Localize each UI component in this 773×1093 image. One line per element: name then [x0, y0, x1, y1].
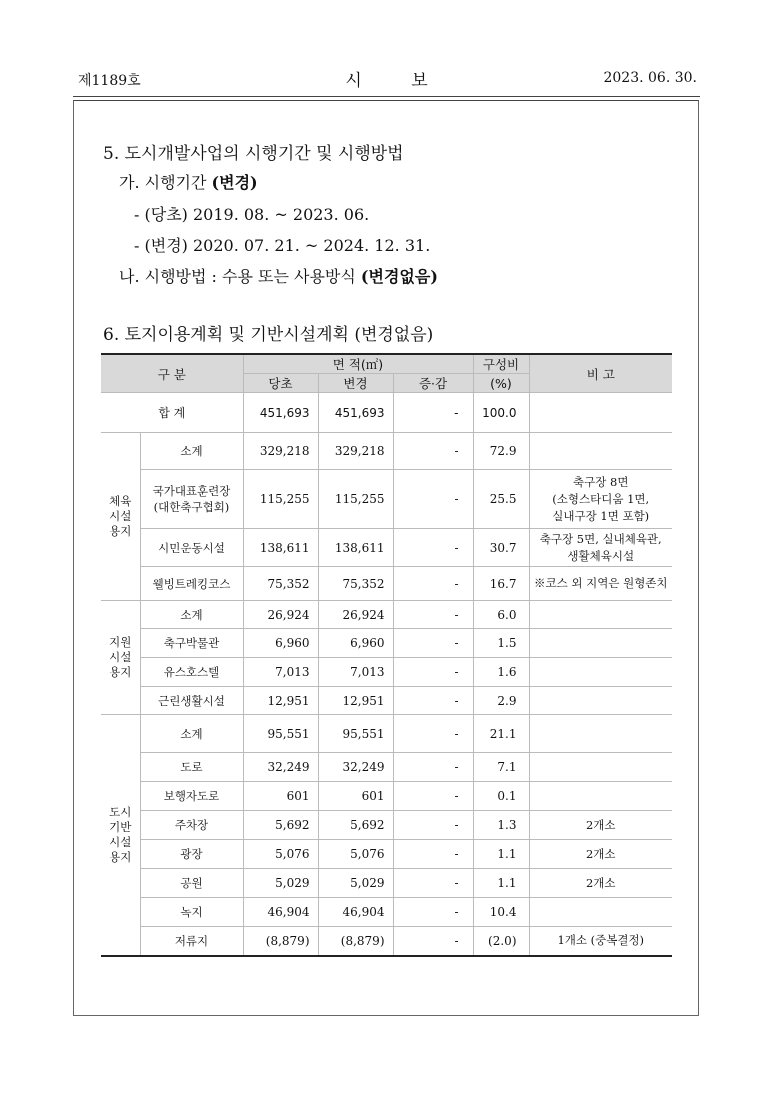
row-note: [529, 782, 672, 811]
row-delta: -: [393, 927, 473, 956]
total-delta: -: [393, 393, 473, 433]
total-ratio: 100.0: [473, 393, 529, 433]
row-name: 소계: [140, 715, 243, 753]
issue-number: 제1189호: [78, 73, 141, 89]
row-delta: -: [393, 869, 473, 898]
row-original: 32,249: [243, 753, 318, 782]
header-area: 면 적(㎡): [243, 354, 473, 374]
row-ratio: 1.6: [473, 658, 529, 687]
row-name: 국가대표훈련장 (대한축구협회): [140, 470, 243, 529]
row-name: 공원: [140, 869, 243, 898]
row-note: [529, 687, 672, 715]
row-note: 2개소: [529, 869, 672, 898]
table-row: [101, 601, 672, 629]
row-note: 1개소 (중복결정): [529, 927, 672, 956]
total-row: [101, 393, 672, 433]
header-ratio-unit: (%): [473, 374, 529, 393]
row-changed: 32,249: [318, 753, 393, 782]
row-name: 유스호스텔: [140, 658, 243, 687]
row-ratio: 1.3: [473, 811, 529, 840]
header-original: 당초: [243, 374, 318, 393]
row-ratio: 2.9: [473, 687, 529, 715]
row-name: 녹지: [140, 898, 243, 927]
row-changed: 95,551: [318, 715, 393, 753]
row-note: [529, 753, 672, 782]
header-delta: 증·감: [393, 374, 473, 393]
row-original: 115,255: [243, 470, 318, 529]
row-changed: 329,218: [318, 433, 393, 470]
table-row: [101, 927, 672, 956]
table-row: [101, 811, 672, 840]
row-name: 축구박물관: [140, 629, 243, 658]
row-original: 26,924: [243, 601, 318, 629]
row-ratio: 30.7: [473, 529, 529, 567]
table-row: [101, 529, 672, 567]
row-name: 소계: [140, 433, 243, 470]
row-name: 주차장: [140, 811, 243, 840]
row-ratio: (2.0): [473, 927, 529, 956]
row-ratio: 1.5: [473, 629, 529, 658]
table-row: [101, 567, 672, 601]
row-ratio: 0.1: [473, 782, 529, 811]
land-use-table: [101, 353, 672, 957]
section5-item-b: [119, 264, 438, 287]
row-changed: 115,255: [318, 470, 393, 529]
table-row: [101, 470, 672, 529]
group-label: 지원 시설 용지: [101, 601, 140, 715]
row-delta: -: [393, 715, 473, 753]
row-name: 저류지: [140, 927, 243, 956]
total-note: [529, 393, 672, 433]
row-ratio: 7.1: [473, 753, 529, 782]
row-original: (8,879): [243, 927, 318, 956]
row-original: 6,960: [243, 629, 318, 658]
table-row: [101, 658, 672, 687]
row-delta: -: [393, 433, 473, 470]
row-changed: 5,076: [318, 840, 393, 869]
row-original: 5,029: [243, 869, 318, 898]
row-changed: 7,013: [318, 658, 393, 687]
row-ratio: 25.5: [473, 470, 529, 529]
row-changed: 75,352: [318, 567, 393, 601]
row-ratio: 10.4: [473, 898, 529, 927]
row-delta: -: [393, 601, 473, 629]
row-original: 5,692: [243, 811, 318, 840]
table-row: [101, 629, 672, 658]
period-original: - (당초) 2019. 08. ~ 2023. 06.: [134, 205, 370, 224]
item-b-status: (변경없음): [360, 267, 438, 286]
row-original: 7,013: [243, 658, 318, 687]
row-original: 12,951: [243, 687, 318, 715]
row-name: 시민운동시설: [140, 529, 243, 567]
row-original: 138,611: [243, 529, 318, 567]
total-changed: 451,693: [318, 393, 393, 433]
header-ratio: 구성비: [473, 354, 529, 374]
item-a-status: (변경): [211, 173, 258, 192]
issue-date: 2023. 06. 30.: [603, 70, 697, 86]
row-note: [529, 715, 672, 753]
row-changed: 46,904: [318, 898, 393, 927]
row-delta: -: [393, 687, 473, 715]
row-name: 소계: [140, 601, 243, 629]
section5-item-a: [119, 170, 258, 193]
row-note: 2개소: [529, 840, 672, 869]
row-delta: -: [393, 529, 473, 567]
row-original: 5,076: [243, 840, 318, 869]
row-changed: 12,951: [318, 687, 393, 715]
table-row: [101, 715, 672, 753]
row-delta: -: [393, 629, 473, 658]
row-ratio: 21.1: [473, 715, 529, 753]
row-changed: 601: [318, 782, 393, 811]
group-label: 체육 시설 용지: [101, 433, 140, 601]
row-changed: 5,029: [318, 869, 393, 898]
row-delta: -: [393, 753, 473, 782]
row-delta: -: [393, 658, 473, 687]
table-row: [101, 782, 672, 811]
row-changed: 6,960: [318, 629, 393, 658]
row-note: 축구장 8면 (소형스타디움 1면, 실내구장 1면 포함): [529, 470, 672, 529]
item-b-label: 나. 시행방법 : 수용 또는 사용방식: [119, 267, 361, 286]
header-note: 비 고: [529, 354, 672, 393]
row-name: 광장: [140, 840, 243, 869]
row-changed: (8,879): [318, 927, 393, 956]
row-changed: 138,611: [318, 529, 393, 567]
row-name: 보행자도로: [140, 782, 243, 811]
row-note: 2개소: [529, 811, 672, 840]
row-changed: 26,924: [318, 601, 393, 629]
total-original: 451,693: [243, 393, 318, 433]
header-rule: [73, 96, 700, 97]
row-ratio: 1.1: [473, 840, 529, 869]
page-title: 시 보: [345, 71, 450, 91]
row-name: 웰빙트레킹코스: [140, 567, 243, 601]
row-note: ※코스 외 지역은 원형존치: [529, 567, 672, 601]
row-note: [529, 629, 672, 658]
row-delta: -: [393, 470, 473, 529]
group-label: 도시 기반 시설 용지: [101, 715, 140, 956]
row-delta: -: [393, 898, 473, 927]
table-row: [101, 869, 672, 898]
row-delta: -: [393, 840, 473, 869]
table-row: [101, 687, 672, 715]
row-ratio: 6.0: [473, 601, 529, 629]
row-original: 329,218: [243, 433, 318, 470]
item-a-label: 가. 시행기간: [119, 173, 212, 192]
table-row: [101, 840, 672, 869]
row-ratio: 1.1: [473, 869, 529, 898]
table-row: [101, 898, 672, 927]
row-delta: -: [393, 782, 473, 811]
row-note: [529, 433, 672, 470]
header-category: 구 분: [101, 354, 243, 393]
table-row: [101, 753, 672, 782]
row-ratio: 16.7: [473, 567, 529, 601]
row-changed: 5,692: [318, 811, 393, 840]
row-original: 601: [243, 782, 318, 811]
total-label: 합 계: [101, 393, 243, 433]
section5-title: 5. 도시개발사업의 시행기간 및 시행방법: [103, 144, 404, 164]
row-name: 근린생활시설: [140, 687, 243, 715]
row-name: 도로: [140, 753, 243, 782]
row-note: [529, 658, 672, 687]
section6-title: 6. 토지이용계획 및 기반시설계획 (변경없음): [103, 325, 434, 345]
row-ratio: 72.9: [473, 433, 529, 470]
row-delta: -: [393, 811, 473, 840]
period-changed: - (변경) 2020. 07. 21. ~ 2024. 12. 31.: [134, 236, 431, 255]
table-row: [101, 433, 672, 470]
row-note: [529, 601, 672, 629]
row-delta: -: [393, 567, 473, 601]
row-note: [529, 898, 672, 927]
row-original: 46,904: [243, 898, 318, 927]
header-changed: 변경: [318, 374, 393, 393]
row-original: 95,551: [243, 715, 318, 753]
row-note: 축구장 5면, 실내체육관, 생활체육시설: [529, 529, 672, 567]
row-original: 75,352: [243, 567, 318, 601]
